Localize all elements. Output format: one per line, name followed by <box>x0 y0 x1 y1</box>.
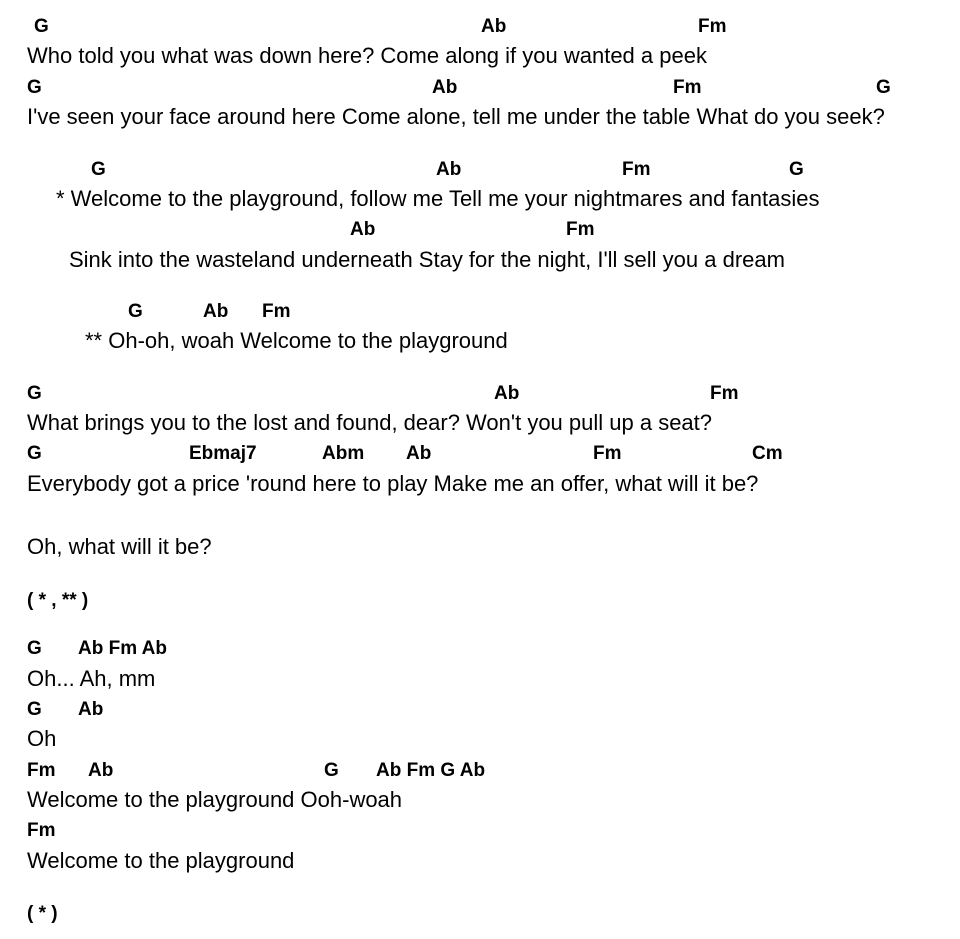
repeat-marker: ( * ) <box>27 903 58 924</box>
chord: Ab <box>350 219 376 240</box>
lyric-line: I've seen your face around here Come alone, tell me under the table What do you seek? <box>27 104 885 129</box>
lyric-line: What brings you to the lost and found, dear? Won't you pull up a seat? <box>27 410 713 435</box>
chord: Fm <box>27 760 56 781</box>
lyric-line: Welcome to the playground <box>27 848 295 873</box>
chord: G <box>27 443 42 464</box>
lyric-line: Who told you what was down here? Come along if you wanted a peek <box>27 43 707 68</box>
lyric-line: * Welcome to the playground, follow me Tell me your nightmares and fantasies <box>56 186 820 211</box>
chord: G <box>27 77 42 98</box>
chord: Ab Fm Ab <box>78 638 168 659</box>
chord: Ab <box>432 77 458 98</box>
lyric-line: Oh... Ah, mm <box>27 666 156 691</box>
chord: Cm <box>752 443 783 464</box>
lyric-line: Welcome to the playground Ooh-woah <box>27 787 403 812</box>
chord: G <box>789 159 804 180</box>
chord: Fm <box>593 443 622 464</box>
chord: G <box>876 77 891 98</box>
chord: Fm <box>566 219 595 240</box>
lyric-line: Oh <box>27 726 57 751</box>
chord: G <box>324 760 339 781</box>
repeat-marker: ( * , ** ) <box>27 590 89 611</box>
chord: G <box>91 159 106 180</box>
chord: Fm <box>673 77 702 98</box>
chord: G <box>27 383 42 404</box>
chord: Fm <box>710 383 739 404</box>
chord: Ab <box>481 16 507 37</box>
chord: G <box>27 699 42 720</box>
lyric-line: Everybody got a price 'round here to play Make me an offer, what will it be? <box>27 471 759 496</box>
chord: Ebmaj7 <box>189 443 257 464</box>
lyric-line: ** Oh-oh, woah Welcome to the playground <box>85 328 508 353</box>
chord: Ab Fm G Ab <box>376 760 486 781</box>
chord: Ab <box>88 760 114 781</box>
chord: Ab <box>494 383 520 404</box>
chord: G <box>34 16 49 37</box>
chord: Ab <box>406 443 432 464</box>
chord: Abm <box>322 443 365 464</box>
chord: Fm <box>262 301 291 322</box>
chord: Ab <box>436 159 462 180</box>
chord: Ab <box>78 699 104 720</box>
lyric-line: Sink into the wasteland underneath Stay for the night, I'll sell you a dream <box>69 247 785 272</box>
lyric-line: Oh, what will it be? <box>27 534 212 559</box>
chord: G <box>27 638 42 659</box>
chord: Fm <box>698 16 727 37</box>
chord: Fm <box>27 820 56 841</box>
chord: Fm <box>622 159 651 180</box>
chord: Ab <box>203 301 229 322</box>
chord: G <box>128 301 143 322</box>
